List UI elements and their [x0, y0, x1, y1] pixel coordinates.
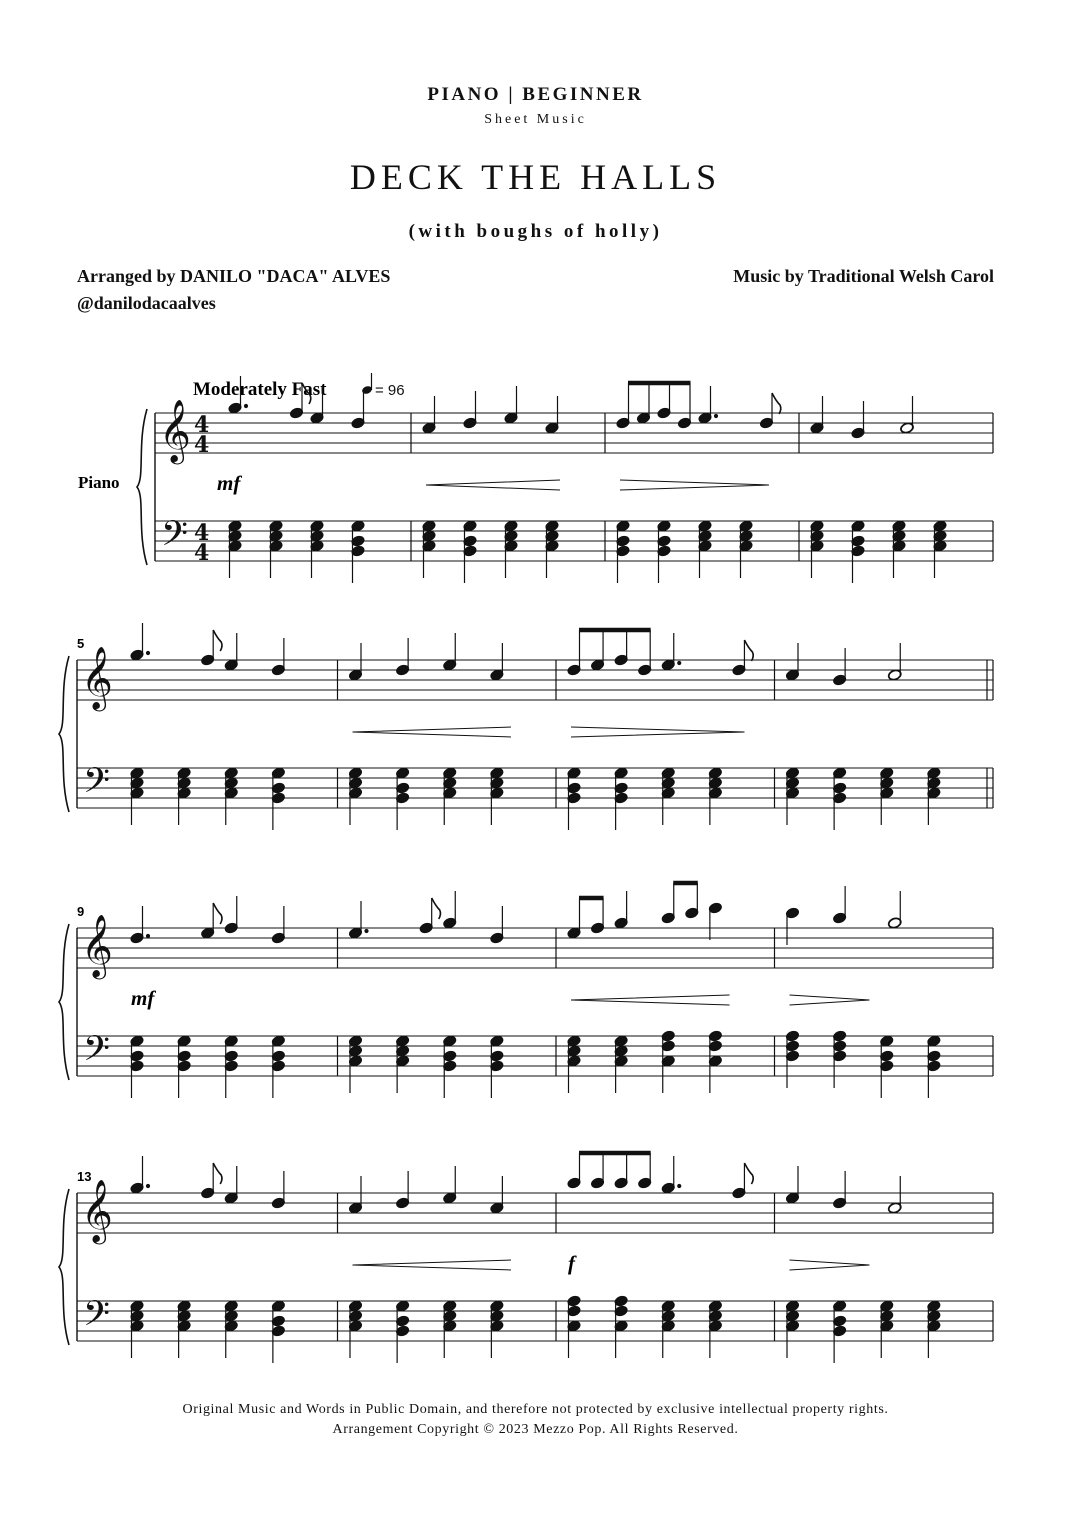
measure-number: 5	[77, 636, 85, 651]
composer-credit: Music by Traditional Welsh Carol	[733, 266, 994, 286]
dot	[244, 404, 248, 408]
grand-staff-brace	[59, 656, 69, 812]
grand-staff-brace	[137, 409, 147, 565]
song-subtitle: (with boughs of holly)	[408, 221, 663, 242]
dot	[146, 1184, 150, 1188]
time-signature-numerator: 4	[194, 520, 210, 546]
grand-staff-brace	[59, 1189, 69, 1345]
note-flag	[744, 640, 753, 661]
copyright-footer	[0, 1400, 1071, 1440]
note-flag	[772, 393, 781, 414]
diminuendo-hairpin	[620, 480, 769, 490]
tempo-marking: Moderately Fast	[193, 379, 327, 400]
diminuendo-hairpin	[790, 1260, 870, 1270]
bass-clef-icon: 𝄢	[83, 760, 111, 809]
dot	[146, 651, 150, 655]
note-flag	[213, 903, 222, 924]
dot	[146, 934, 150, 938]
treble-clef-icon: 𝄞	[159, 399, 191, 462]
arranger-name: Arranged by DANILO "DACA" ALVES	[77, 266, 391, 286]
dot	[677, 1184, 681, 1188]
bass-clef-icon: 𝄢	[83, 1293, 111, 1342]
bass-clef-icon: 𝄢	[83, 1028, 111, 1077]
note-flag	[213, 630, 222, 651]
subcategory-label: Sheet Music	[484, 112, 587, 127]
treble-clef-icon: 𝄞	[81, 1179, 113, 1242]
song-title: DECK THE HALLS	[349, 157, 722, 197]
time-signature-numerator: 4	[194, 412, 210, 438]
time-signature-denominator: 4	[194, 540, 210, 566]
instrument-label: Piano	[78, 473, 120, 492]
grand-staff-brace	[59, 924, 69, 1080]
measure-number: 9	[77, 904, 85, 919]
note-flag	[432, 898, 441, 919]
bass-clef-icon: 𝄢	[161, 513, 189, 562]
dot	[364, 929, 368, 933]
treble-clef-icon: 𝄞	[81, 914, 113, 977]
time-signature-denominator: 4	[194, 432, 210, 458]
dynamic-marking: f	[568, 1251, 575, 1275]
crescendo-hairpin	[353, 1260, 512, 1270]
copyright-line-2: Arrangement Copyright © 2023 Mezzo Pop. All Rights Reserved.	[332, 1422, 739, 1437]
dynamic-marking: mf	[131, 986, 155, 1010]
category-label: PIANO | BEGINNER	[427, 84, 644, 105]
dynamic-marking: mf	[217, 471, 241, 495]
crescendo-hairpin	[571, 995, 730, 1005]
crescendo-hairpin	[353, 727, 512, 737]
treble-clef-icon: 𝄞	[81, 646, 113, 709]
diminuendo-hairpin	[571, 727, 745, 737]
tempo-value: = 96	[375, 382, 405, 399]
crescendo-hairpin	[426, 480, 560, 490]
copyright-line-1: Original Music and Words in Public Domain, and therefore not protected by exclusive intellectual property rights.	[182, 1402, 889, 1417]
dot	[677, 661, 681, 665]
note-flag	[744, 1163, 753, 1184]
measure-number: 13	[77, 1169, 92, 1184]
dot	[714, 414, 718, 418]
diminuendo-hairpin	[790, 995, 870, 1005]
arranger-handle: @danilodacaalves	[77, 293, 216, 313]
note-flag	[213, 1163, 222, 1184]
